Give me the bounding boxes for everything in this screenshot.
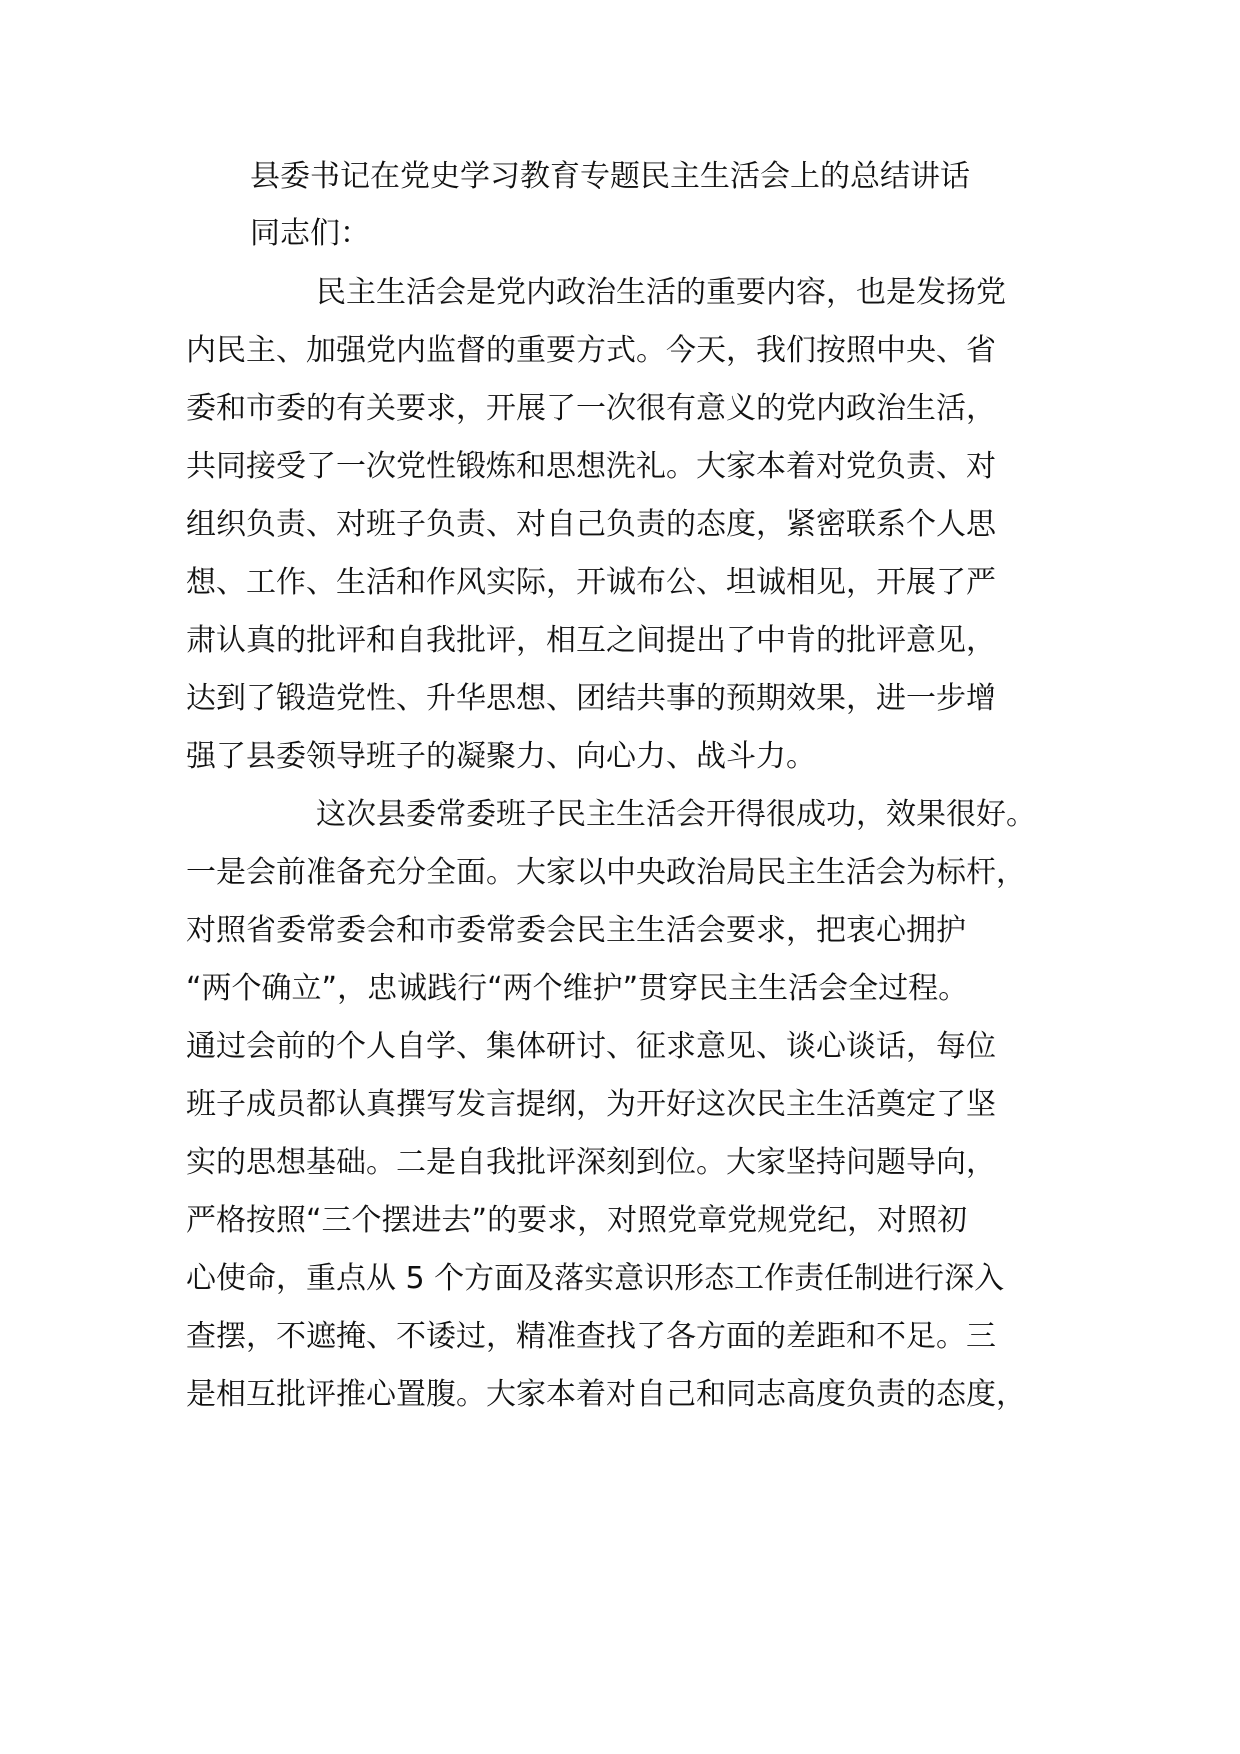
paragraph-line: 强了县委领导班子的凝聚力、向心力、战斗力。 (186, 739, 816, 774)
paragraph-line: 内民主、加强党内监督的重要方式。今天，我们按照中央、省 (186, 333, 996, 368)
paragraph-line: 共同接受了一次党性锻炼和思想洗礼。大家本着对党负责、对 (186, 449, 996, 484)
paragraph-line: 是相互批评推心置腹。大家本着对自己和同志高度负责的态度， (186, 1377, 1026, 1412)
paragraph-line: 委和市委的有关要求，开展了一次很有意义的党内政治生活， (186, 391, 996, 426)
paragraph-line: 严格按照“三个摆进去”的要求，对照党章党规党纪，对照初 (186, 1203, 968, 1238)
paragraph-line: 达到了锻造党性、升华思想、团结共事的预期效果，进一步增 (186, 681, 996, 716)
salutation: 同志们： (250, 216, 370, 251)
paragraph-line: 这次县委常委班子民主生活会开得很成功，效果很好。 (316, 797, 1036, 832)
paragraph-line: 对照省委常委会和市委常委会民主生活会要求，把衷心拥护 (186, 913, 966, 948)
paragraph-line: 查摆，不遮掩、不诿过，精准查找了各方面的差距和不足。三 (186, 1319, 996, 1354)
paragraph-line: 民主生活会是党内政治生活的重要内容，也是发扬党 (316, 275, 1006, 310)
paragraph-line: 通过会前的个人自学、集体研讨、征求意见、谈心谈话，每位 (186, 1029, 996, 1064)
paragraph-line: “两个确立”，忠诚践行“两个维护”贯穿民主生活会全过程。 (186, 971, 969, 1006)
paragraph-line: 肃认真的批评和自我批评，相互之间提出了中肯的批评意见， (186, 623, 996, 658)
paragraph-line: 心使命，重点从 5 个方面及落实意识形态工作责任制进行深入 (186, 1261, 1005, 1296)
paragraph-line: 实的思想基础。二是自我批评深刻到位。大家坚持问题导向， (186, 1145, 996, 1180)
paragraph-line: 想、工作、生活和作风实际，开诚布公、坦诚相见，开展了严 (186, 565, 996, 600)
paragraph-line: 一是会前准备充分全面。大家以中央政治局民主生活会为标杆， (186, 855, 1026, 890)
paragraph-line: 班子成员都认真撰写发言提纲，为开好这次民主生活奠定了坚 (186, 1087, 996, 1122)
document-title: 县委书记在党史学习教育专题民主生活会上的总结讲话 (250, 159, 970, 194)
paragraph-line: 组织负责、对班子负责、对自己负责的态度，紧密联系个人思 (186, 507, 996, 542)
